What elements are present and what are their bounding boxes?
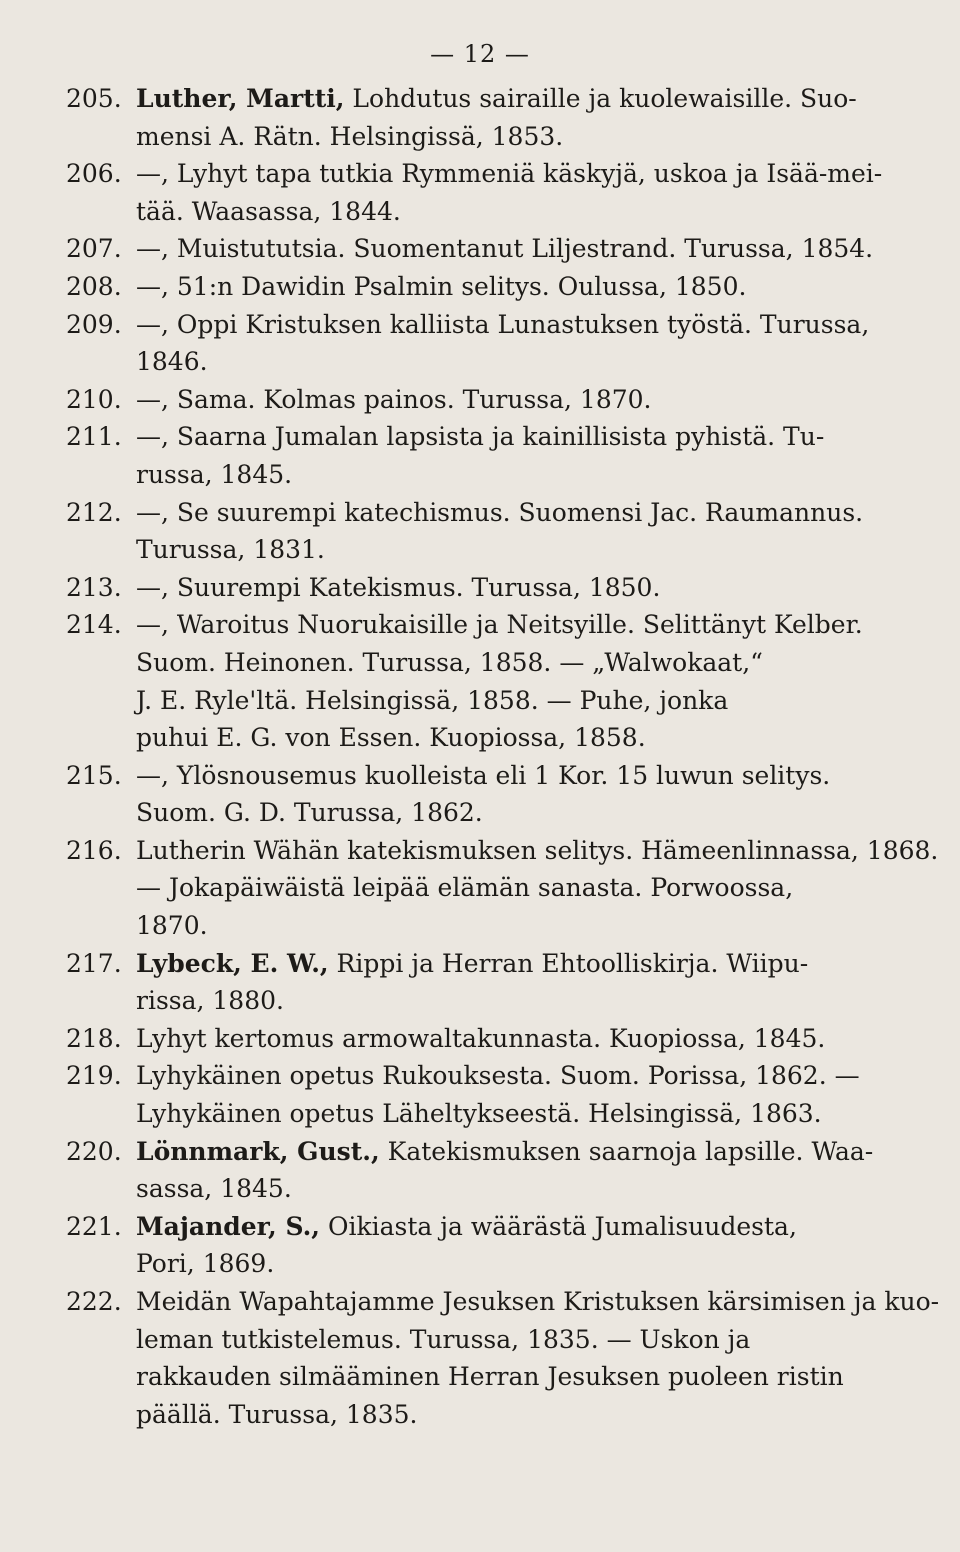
entry-line — [136, 1020, 916, 1058]
author-name: Lybeck, E. W., — [136, 948, 329, 978]
entry-line — [136, 494, 916, 532]
entry-line — [66, 682, 916, 720]
bibliography-entry — [66, 494, 916, 569]
entry-line — [136, 418, 916, 456]
entry-line — [136, 381, 916, 419]
entry-line — [136, 80, 916, 118]
bibliography-entry — [66, 569, 916, 607]
entry-line — [136, 569, 916, 607]
entry-text: rakkauden silmääminen Herran Jesuksen puoleen ristin — [136, 1362, 844, 1392]
entry-text: mensi A. Rätn. Helsingissä, 1853. — [136, 121, 564, 151]
entry-text: Meidän Wapahtajamme Jesuksen Kristuksen kärsimisen ja kuo- — [136, 1287, 940, 1316]
entry-line — [66, 531, 916, 569]
entry-text: leman tutkistelemus. Turussa, 1835. — Uskon ja — [136, 1324, 751, 1354]
entry-text: Lyhykäinen opetus Läheltykseestä. Helsingissä, 1863. — [136, 1099, 822, 1129]
entry-line — [136, 945, 916, 983]
entry-line — [136, 1057, 916, 1095]
entry-line — [66, 869, 916, 907]
bibliography-entry — [66, 381, 916, 419]
entry-line — [66, 343, 916, 381]
entry-line — [66, 644, 916, 682]
entry-number: 222. — [66, 1287, 122, 1316]
entry-text: Suom. Heinonen. Turussa, 1858. — „Walwokaat,“ — [136, 647, 763, 677]
entry-number: 212. — [66, 497, 122, 527]
author-name: Lönnmark, Gust., — [136, 1136, 380, 1166]
entry-text: Lyhykäinen opetus Rukouksesta. Suom. Porissa, 1862. — — [136, 1061, 860, 1091]
entry-line — [136, 1208, 916, 1246]
bibliography-list — [66, 80, 940, 1433]
bibliography-entry — [66, 1020, 916, 1058]
entry-text: —, 51:n Dawidin Psalmin selitys. Oulussa, 1850. — [136, 271, 747, 301]
entry-line — [66, 719, 916, 757]
entry-line — [66, 1170, 916, 1208]
entry-text: päällä. Turussa, 1835. — [136, 1399, 418, 1429]
entry-line — [66, 794, 916, 832]
entry-text: —, Oppi Kristuksen kalliista Lunastuksen työstä. Turussa, — [136, 309, 870, 339]
bibliography-entry — [66, 1057, 916, 1132]
entry-text: Lohdutus sairaille ja kuolewaisille. Suo- — [344, 84, 857, 113]
entry-number: 209. — [66, 309, 122, 339]
entry-line — [136, 832, 939, 870]
bibliography-entry — [66, 418, 916, 493]
entry-line — [136, 306, 916, 344]
bibliography-entry — [66, 306, 916, 381]
entry-text: tää. Waasassa, 1844. — [136, 196, 401, 226]
entry-text: —, Muistututsia. Suomentanut Liljestrand. Turussa, 1854. — [136, 234, 874, 264]
entry-line — [136, 268, 916, 306]
entry-text: —, Saarna Jumalan lapsista ja kainillisista pyhistä. Tu- — [136, 422, 825, 452]
entry-number: 206. — [66, 159, 122, 189]
entry-line — [136, 1283, 940, 1321]
entry-number: 218. — [66, 1023, 122, 1053]
entry-text: Pori, 1869. — [136, 1249, 275, 1279]
entry-text: —, Se suurempi katechismus. Suomensi Jac. Raumannus. — [136, 497, 864, 527]
bibliography-entry — [66, 1133, 916, 1208]
entry-number: 208. — [66, 271, 122, 301]
bibliography-entry — [66, 945, 916, 1020]
entry-text: Turussa, 1831. — [136, 535, 325, 565]
bibliography-entry — [66, 155, 916, 230]
entry-text: —, Ylösnousemus kuolleista eli 1 Kor. 15 luwun selitys. — [136, 760, 831, 790]
entry-text: Rippi ja Herran Ehtoolliskirja. Wiipu- — [328, 948, 809, 978]
entry-number: 205. — [66, 84, 122, 113]
entry-line — [66, 907, 916, 945]
entry-number: 207. — [66, 234, 122, 264]
entry-line — [66, 118, 916, 156]
bibliography-entry — [66, 1208, 916, 1283]
entry-line — [136, 1133, 916, 1171]
entry-text: Oikiasta ja wäärästä Jumalisuudesta, — [320, 1211, 797, 1241]
entry-line — [136, 230, 916, 268]
author-name: Majander, S., — [136, 1211, 321, 1241]
entry-line — [66, 193, 916, 231]
page-number: — 12 — — [430, 40, 530, 68]
entry-number: 213. — [66, 572, 122, 602]
entry-text: puhui E. G. von Essen. Kuopiossa, 1858. — [136, 723, 646, 753]
entry-line — [66, 1095, 916, 1133]
entry-line — [66, 1358, 916, 1396]
bibliography-entry — [66, 832, 939, 945]
entry-line — [66, 456, 916, 494]
entry-number: 214. — [66, 610, 122, 640]
entry-line — [136, 155, 916, 193]
entry-text: —, Sama. Kolmas painos. Turussa, 1870. — [136, 384, 652, 414]
entry-text: sassa, 1845. — [136, 1174, 292, 1204]
entry-text: Lutherin Wähän katekismuksen selitys. Hämeenlinnassa, 1868. — [136, 835, 939, 865]
entry-line — [66, 982, 916, 1020]
entry-number: 221. — [66, 1211, 122, 1241]
entry-text: —, Suurempi Katekismus. Turussa, 1850. — [136, 572, 661, 602]
entry-text: — Jokapäiwäistä leipää elämän sanasta. Porwoossa, — [136, 873, 794, 903]
entry-text: 1846. — [136, 347, 208, 377]
entry-line — [66, 1396, 916, 1434]
entry-text: Suom. G. D. Turussa, 1862. — [136, 798, 483, 828]
entry-number: 211. — [66, 422, 122, 452]
entry-text: Lyhyt kertomus armowaltakunnasta. Kuopiossa, 1845. — [136, 1023, 826, 1053]
bibliography-entry — [66, 757, 916, 832]
entry-text: J. E. Ryle'ltä. Helsingissä, 1858. — Puhe, jonka — [136, 685, 729, 715]
author-name: Luther, Martti, — [136, 84, 345, 113]
entry-text: 1870. — [136, 911, 208, 941]
entry-line — [66, 1245, 916, 1283]
entry-line — [66, 1321, 916, 1359]
bibliography-entry — [66, 606, 916, 756]
entry-number: 216. — [66, 835, 122, 865]
entry-number: 215. — [66, 760, 122, 790]
entry-text: Katekismuksen saarnoja lapsille. Waa- — [379, 1136, 874, 1166]
entry-number: 220. — [66, 1136, 122, 1166]
entry-text: rissa, 1880. — [136, 986, 284, 1016]
bibliography-entry — [66, 230, 916, 268]
entry-text: russa, 1845. — [136, 459, 293, 489]
entry-line — [136, 606, 916, 644]
bibliography-entry — [66, 268, 916, 306]
entry-number: 210. — [66, 384, 122, 414]
entry-number: 217. — [66, 948, 122, 978]
entry-text: —, Waroitus Nuorukaisille ja Neitsyille. Selittänyt Kelber. — [136, 610, 863, 640]
entry-line — [136, 757, 916, 795]
bibliography-entry — [66, 80, 916, 155]
entry-text: —, Lyhyt tapa tutkia Rymmeniä käskyjä, uskoa ja Isää-mei- — [136, 159, 883, 189]
entry-number: 219. — [66, 1061, 122, 1091]
bibliography-entry — [66, 1283, 940, 1433]
